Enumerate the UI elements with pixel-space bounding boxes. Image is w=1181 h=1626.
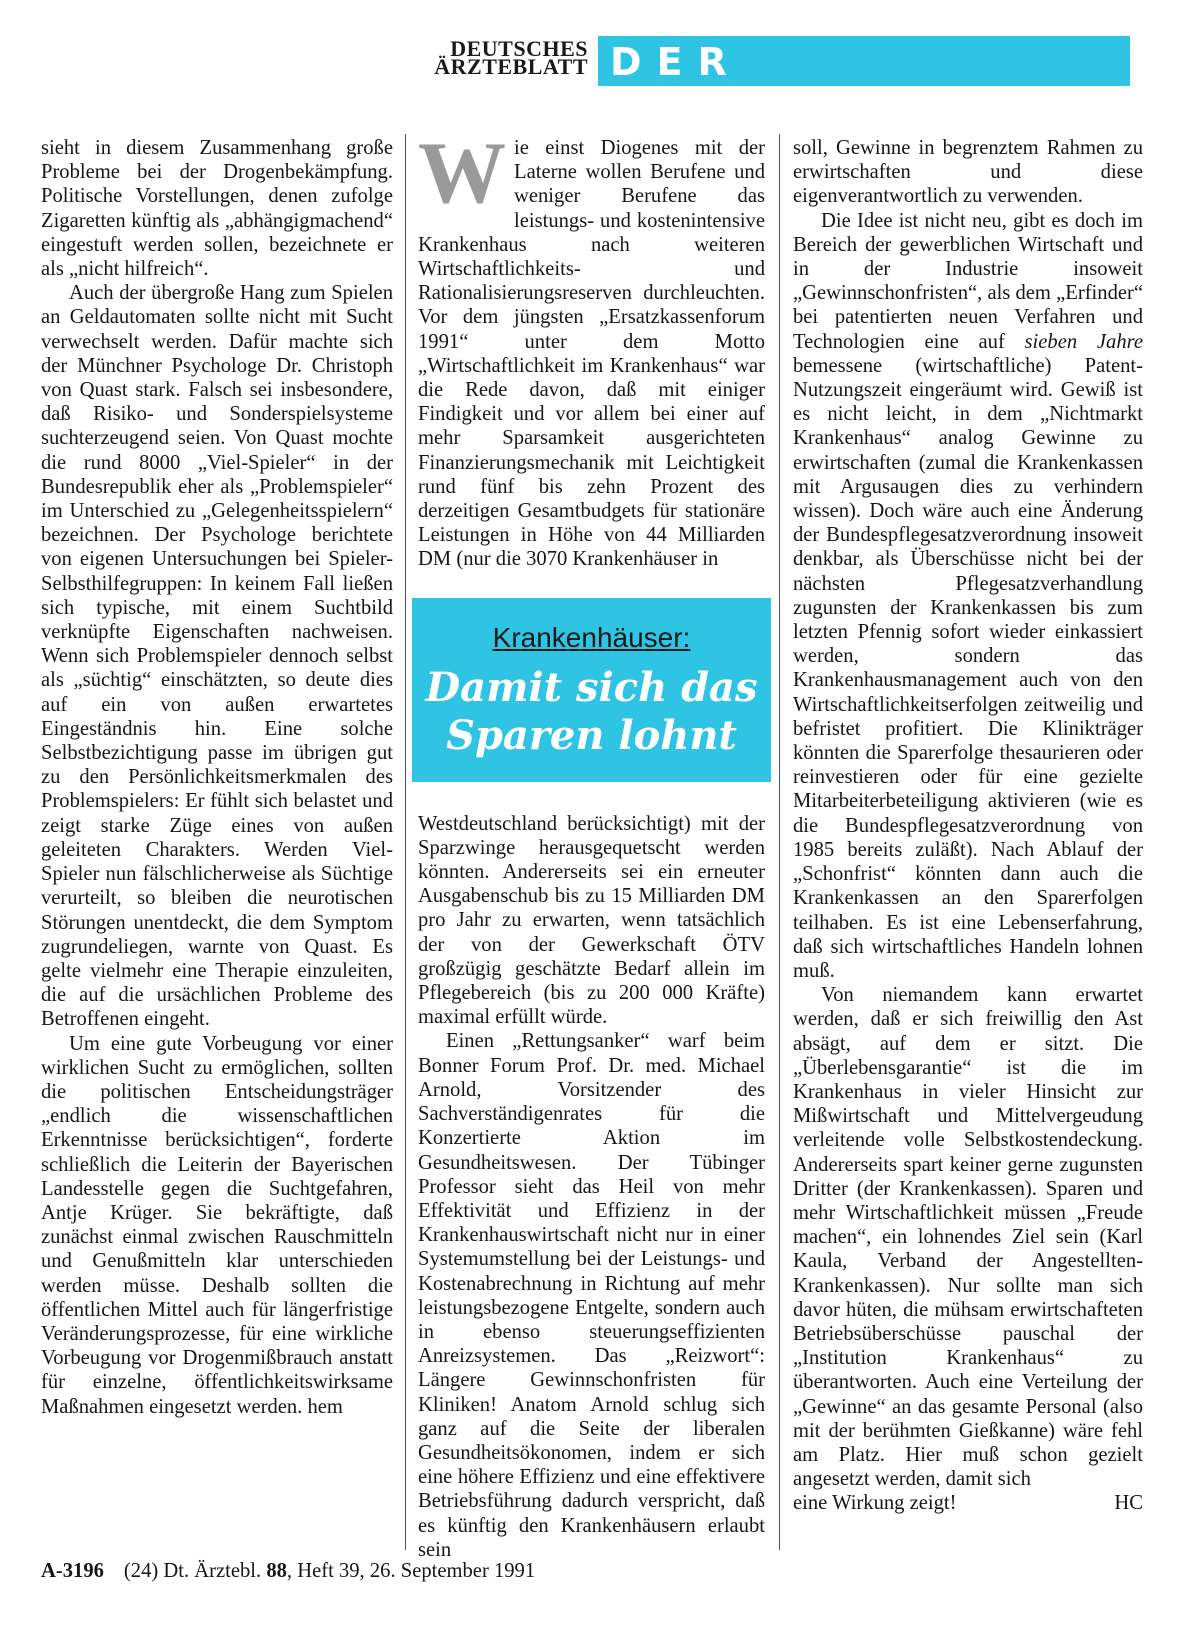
paragraph: Westdeutschland berücksichtigt) mit der Sparzwinge herausgequetscht werden könnten. Andererseits sei ein erneuter Ausgabenschub bis zu 15 Milliarden DM pro Jahr zu erwarten, wenn tatsächlich der von der Gewerkschaft ÖTV großzügig geschätzte Bedarf allein im Pflegebereich (bis zu 200 000 Kräfte) maximal erfüllt würde. [418, 812, 765, 1029]
paragraph: Um eine gute Vorbeugung vor einer wirklichen Sucht zu ermöglichen, sollten die politischen Entscheidungsträger „endlich die wissenschaftlichen Erkenntnisse berücksichtigen“, forderte schließlich die Leiterin der Bayerischen Landesstelle gegen die Suchtgefahren, Antje Krüger. Sie bekräftigte, daß zunächst einmal zwischen Rauschmitteln und Genußmitteln klar unterschieden werden müsse. Deshalb sollten die öffentlichen Mittel auch für längerfristige Veränderungsprozesse, für eine wirkliche Vorbeugung vor Drogenmißbrauch anstatt für einzelne, öffentlichkeitswirksame Maßnahmen eingesetzt werden. hem [41, 1032, 393, 1418]
closing-line [793, 1491, 1143, 1515]
emphasis: sieben Jahre [1024, 330, 1144, 353]
citation-text: , Heft 39, 26. September 1991 [286, 1560, 536, 1582]
closing-text: eine Wirkung zeigt! [793, 1492, 957, 1515]
column-divider [405, 134, 406, 1550]
paragraph: Einen „Rettungsanker“ warf beim Bonner Forum Prof. Dr. med. Michael Arnold, Vorsitzender des Sachverständigenrates für die Konzertierte Aktion im Gesundheitswesen. Der Tübinger Professor sieht das Heil von mehr Effektivität und Effizienz in der Krankenhauswirtschaft nicht nur in einer Systemumstellung bei der Leistungs- und Kostenabrechnung in Richtung auf mehr leistungsbezogene Entgelte, sondern auch in ebenso steuerungseffizienten Anreizsystemen. Das „Reizwort“: Längere Gewinnschonfristen für Kliniken! Anatom Arnold schlug sich ganz auf die Seite der liberalen Gesundheitsökonomen, indem er sich eine höhere Effizienz und eine effektivere Betriebsführung dadurch verspricht, daß es künftig den Krankenhäusern erlaubt sein [418, 1030, 765, 1561]
paragraph [793, 209, 1143, 984]
lead-paragraph [418, 125, 765, 572]
volume-number: 88 [266, 1560, 287, 1582]
headline-box [412, 598, 771, 782]
column-2 [418, 125, 765, 1562]
masthead [420, 36, 1150, 128]
section-banner [598, 36, 1130, 128]
column-divider [779, 134, 780, 1550]
section-title: DER KOMMENTAR [610, 40, 1021, 128]
text-run: bemessene (wirtschaftliche) Patent-Nutzungszeit eingeräumt wird. Gewiß ist es nicht leicht, in dem „Nichtmarkt Krankenhaus“ analog Gewinne zu erwirtschaften (zumal die Krankenkassen mit Argusaugen dies zu verhindern wissen). Doch wäre auch eine Änderung der Bundespflegesatzverordnung insoweit denkbar, als Überschüsse nicht bei der nächsten Pflegesatzverhandlung zugunsten der Krankenkassen bis zum letzten Pfennig sofort wieder einkassiert werden, sondern das Krankenhausmanagement auch von den Wirtschaftlichkeitserfolgen zeitweilig und befristet profitiert. Die Klinikträger könnten die Sparerfolge thesaurieren oder reinvestieren oder für eine gezielte Mitarbeiterbeteiligung aktivieren (wie es die Bundespflegesatzverordnung von 1985 bereits zuläßt). Nach Ablauf der „Schonfrist“ könnten dann auch die Krankenkassen an den Sparerfolgen teilhaben. Es ist eine Lebenserfahrung, daß sich wirtschaftliches Handeln lohnen muß. [793, 354, 1143, 982]
headline-kicker: Krankenhäuser: [492, 621, 691, 653]
page-code: A-3196 [41, 1560, 104, 1582]
author-signature: HC [1114, 1492, 1143, 1515]
logo-line-2: ÄRZTEBLATT [434, 54, 588, 79]
lead-text: ie einst Diogenes mit der Laterne wollen Berufene und weniger Berufene das leistungs- und kostenintensive Krankenhaus nach weiteren Wirtschaftlichkeits- und Rationalisierungsreserven durchleuchten. Vor dem jüngsten „Ersatzkassenforum 1991“ unter dem Motto „Wirtschaftlichkeit im Krankenhaus“ war die Rede davon, daß mit einiger Findigkeit und vor allem bei einer auf mehr Sparsamkeit ausgerichteten Finanzierungsmechanik mit Leichtigkeit rund fünf bis zehn Prozent des derzeitigen Gesamtbudgets für stationäre Leistungen in Höhe von 44 Milliarden DM (nur die 3070 Krankenhäuser in [418, 137, 765, 571]
citation-text: (24) Dt. Ärztebl. [123, 1560, 267, 1582]
headline: Damit sich das Sparen lohnt [425, 663, 758, 759]
column-1 [41, 136, 393, 1419]
drop-cap: W [418, 125, 506, 222]
logo-line-1: DEUTSCHES [450, 36, 588, 61]
paragraph: soll, Gewinne in begrenztem Rahmen zu erwirtschaften und diese eigenverantwortlich zu verwenden. [793, 137, 1143, 208]
page-footer [41, 1560, 535, 1583]
text-run: Die Idee ist nicht neu, gibt es doch im Bereich der gewerblichen Wirtschaft und in der Industrie insoweit „Gewinnschonfristen“, als dem „Erfinder“ bei patentierten neuen Verfahren und Technologien eine auf [793, 209, 1143, 353]
column-3 [793, 136, 1143, 1516]
paragraph: Auch der übergroße Hang zum Spielen an Geldautomaten sollte nicht mit Sucht verwechselt werden. Dafür machte sich der Münchner Psychologe Dr. Christoph von Quast stark. Falsch sei insbesondere, daß Risiko- und Sonderspielsysteme suchterzeugend seien. Von Quast mochte die rund 8000 „Viel-Spieler“ in der Bundesrepublik eher als „Problemspieler“ im Unterschied zu „Gelegenheitsspielern“ bezeichnen. Der Psychologe berichtete von eigenen Untersuchungen bei Spieler-Selbsthilfegruppen: In keinem Fall ließen sich typische, mit einem Suchtbild verknüpfte Eigenschaften nachweisen. Wenn sich Problemspieler dennoch selbst als „süchtig“ einschätzten, so deute dies auf ein von außen erwartetes Eingeständnis hin. Eine solche Selbstbezichtigung passe im übrigen gut zu den Persönlichkeitsmerkmalen des Problemspielers: Er fühlt sich belastet und zeigt starke Züge eines von außen geleiteten Charakters. Werden Viel-Spieler nun fälschlicherweise als Süchtige verurteilt, so bleiben die neurotischen Störungen unentdeckt, die dem Symptom zugrundeliegen, warnte von Quast. Es gelte vielmehr eine Therapie einzuleiten, die auf die ursächlichen Probleme des Betroffenen eingeht. [41, 282, 393, 1031]
journal-logo [420, 36, 588, 79]
paragraph: Von niemandem kann erwartet werden, daß er sich freiwillig den Ast absägt, auf dem er sitzt. Die „Überlebensgarantie“ ist die im Krankenhaus in vieler Hinsicht zur Mißwirtschaft und Mittelvergeudung verleitende volle Selbstkostendeckung. Andererseits spart keiner gerne zugunsten Dritter (der Krankenkassen). Sparen und mehr Wirtschaftlichkeit müssen „Freude machen“, ein lohnendes Ziel sein (Karl Kaula, Verband der Angestellten-Krankenkassen). Nur sollte man sich davor hüten, die mühsam erwirtschafteten Betriebsüberschüsse pauschal der „Institution Krankenhaus“ zu überantworten. Auch eine Verteilung der „Gewinne“ an das gesamte Personal (also mit der berühmten Gießkanne) wäre fehl am Platz. Hier muß schon gezielt angesetzt werden, damit sich [793, 984, 1143, 1491]
citation [124, 1560, 535, 1582]
paragraph: sieht in diesem Zusammenhang große Probleme bei der Drogenbekämpfung. Politische Vorstellungen, denen zufolge Zigaretten künftig als „abhängigmachend“ eingestuft werden sollen, bezeichnete er als „nicht hilfreich“. [41, 137, 393, 281]
